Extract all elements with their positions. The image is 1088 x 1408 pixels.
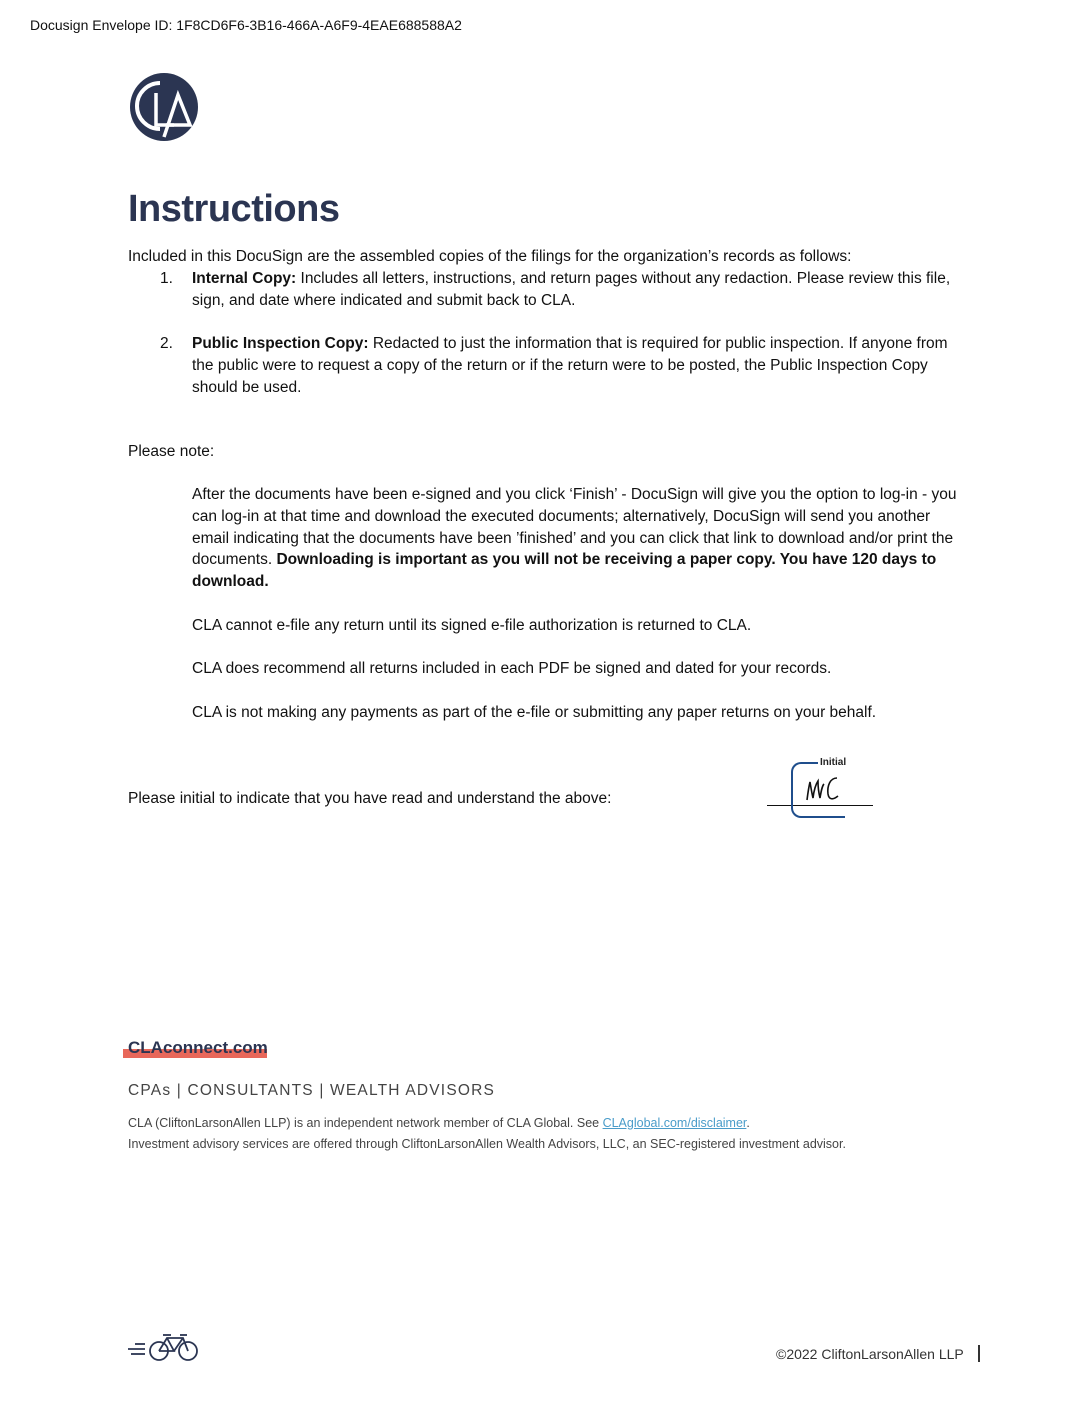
- intro-text: Included in this DocuSign are the assembled copies of the filings for the organization’s records as follows:: [128, 248, 852, 265]
- note-download-paragraph: [192, 484, 962, 593]
- initial-prompt: Please initial to indicate that you have read and understand the above:: [128, 790, 612, 807]
- copyright-divider: [978, 1345, 980, 1362]
- website-link[interactable]: CLAconnect.com: [128, 1038, 268, 1057]
- note-label: Please note:: [128, 443, 215, 460]
- note-efile-paragraph: CLA cannot e-file any return until its signed e-file authorization is returned to CLA.: [192, 617, 752, 634]
- list-number: 1.: [160, 270, 173, 287]
- list-number: 2.: [160, 335, 173, 352]
- initial-signature-icon: [804, 772, 844, 806]
- disclaimer-period: .: [746, 1116, 750, 1130]
- disclaimer-link[interactable]: CLAglobal.com/disclaimer: [602, 1116, 747, 1130]
- initial-tag: Initial: [820, 757, 847, 768]
- note-payments-paragraph: CLA is not making any payments as part of the e-file or submitting any paper returns on your behalf.: [192, 704, 877, 721]
- note-bold-text: Downloading is important as you will not be receiving a paper copy. You have 120 days to download.: [192, 551, 937, 591]
- list-label: Internal Copy:: [192, 270, 297, 287]
- list-text: Includes all letters, instructions, and return pages without any redaction. Please review this file, sign, and date where indicated and submit back to CLA.: [192, 270, 951, 309]
- bicycle-icon: [127, 1332, 201, 1362]
- footer-tagline: CPAs | CONSULTANTS | WEALTH ADVISORS: [128, 1082, 496, 1099]
- envelope-id: Docusign Envelope ID: 1F8CD6F6-3B16-466A-A6F9-4EAE688588A2: [30, 17, 462, 33]
- footer-disclaimer-network: [128, 1116, 750, 1130]
- footer-disclaimer-advisory: Investment advisory services are offered through CliftonLarsonAllen Wealth Advisors, LLC, an SEC-registered investment advisor.: [128, 1137, 846, 1151]
- list-text: Redacted to just the information that is required for public inspection. If anyone from the public were to request a copy of the return or if the return were to be posted, the Public Inspection Copy should be used.: [192, 335, 948, 396]
- cla-logo-icon: [130, 73, 198, 141]
- note-recommend-paragraph: CLA does recommend all returns included in each PDF be signed and dated for your records.: [192, 660, 832, 677]
- copyright-text: ©2022 CliftonLarsonAllen LLP: [776, 1346, 964, 1362]
- note-text: After the documents have been e-signed and you click ‘Finish’ - DocuSign will give you the option to log-in - you can log-in at that time and download the executed documents; alternatively, DocuSign will send you another email indicating that the documents have been ’finished’ and you can click that link to download and/or print the documents.: [192, 486, 957, 569]
- disclaimer-text: CLA (CliftonLarsonAllen LLP) is an independent network member of CLA Global. See: [128, 1116, 603, 1130]
- list-label: Public Inspection Copy:: [192, 335, 369, 352]
- page-title: Instructions: [128, 188, 340, 230]
